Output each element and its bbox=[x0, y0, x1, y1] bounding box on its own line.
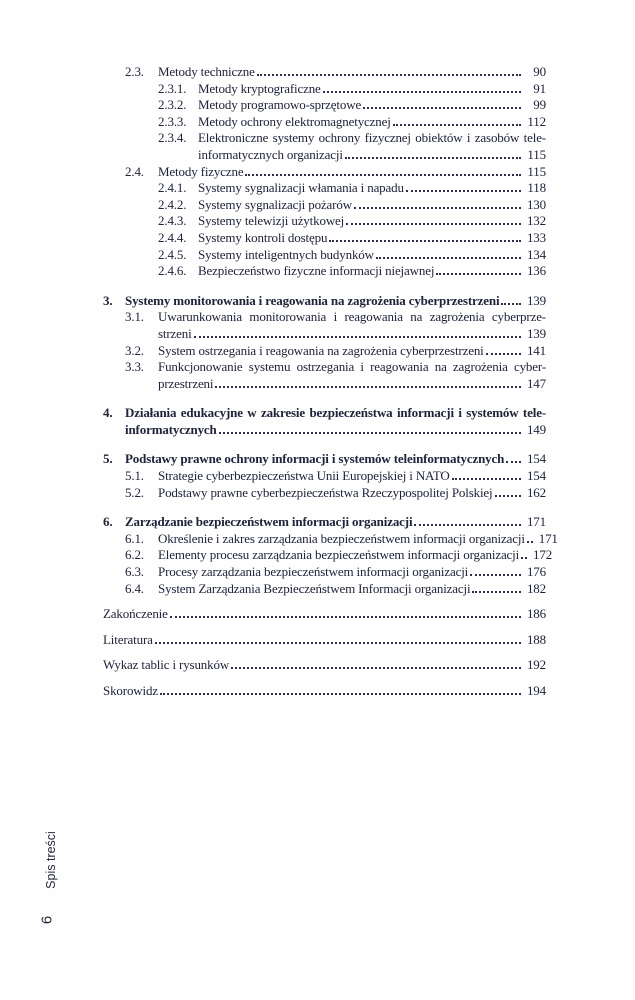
dot-leader bbox=[414, 524, 521, 526]
toc-entry-line bbox=[198, 147, 546, 164]
toc-entry-page: 136 bbox=[526, 263, 546, 279]
table-of-contents bbox=[103, 64, 558, 700]
toc-entry-line bbox=[158, 343, 546, 360]
toc-entry-body bbox=[103, 683, 546, 700]
toc-entry bbox=[103, 530, 558, 548]
dot-leader bbox=[215, 386, 521, 388]
toc-entry-page: 141 bbox=[526, 342, 546, 358]
toc-entry-title: Metody ochrony elektromagnetycznej bbox=[198, 113, 391, 129]
toc-entry bbox=[103, 114, 546, 131]
toc-entry bbox=[103, 451, 546, 468]
dot-leader bbox=[436, 273, 521, 275]
toc-entry-number: 5.2. bbox=[125, 484, 144, 500]
toc-entry-title: informatycznych bbox=[125, 421, 217, 437]
page-number-folio: 6 bbox=[38, 915, 56, 925]
toc-entry-title: Podstawy prawne cyberbezpieczeństwa Rzeczypospolitej Polskiej bbox=[158, 484, 493, 500]
toc-entry bbox=[103, 581, 546, 598]
toc-entry-line bbox=[198, 97, 546, 114]
toc-entry bbox=[103, 130, 546, 163]
dot-leader bbox=[495, 495, 521, 497]
toc-entry bbox=[103, 180, 546, 197]
toc-entry-title: Elementy procesu zarządzania bezpieczeństwem informacji organizacji bbox=[158, 547, 520, 563]
toc-entry-page: 172 bbox=[533, 547, 553, 563]
toc-entry-body bbox=[103, 632, 546, 649]
toc-entry-number: 2.3.1. bbox=[158, 80, 187, 96]
dot-leader bbox=[323, 91, 521, 93]
toc-entry-number: 6.4. bbox=[125, 580, 144, 596]
toc-entry-number: 2.3.4. bbox=[158, 130, 187, 146]
toc-entry bbox=[103, 97, 546, 114]
toc-entry-body bbox=[198, 197, 546, 214]
toc-entry-title: Systemy kontroli dostępu bbox=[198, 229, 328, 245]
toc-entry bbox=[103, 197, 546, 214]
toc-entry-line bbox=[198, 180, 546, 197]
toc-entry-line bbox=[103, 657, 546, 674]
toc-entry-page: 115 bbox=[527, 146, 546, 162]
toc-entry-body bbox=[158, 564, 546, 581]
dot-leader bbox=[470, 574, 521, 576]
dot-leader bbox=[155, 642, 521, 644]
toc-entry-title: Literatura bbox=[103, 631, 153, 647]
toc-entry-page: 147 bbox=[526, 375, 546, 391]
toc-entry-body bbox=[198, 263, 546, 280]
toc-entry-number: 2.3.3. bbox=[158, 113, 187, 129]
toc-entry bbox=[103, 485, 546, 502]
toc-entry-title: Systemy sygnalizacji pożarów bbox=[198, 196, 352, 212]
dot-leader bbox=[376, 257, 521, 259]
toc-entry-page: 188 bbox=[526, 631, 546, 647]
toc-entry bbox=[103, 632, 546, 649]
dot-leader bbox=[501, 303, 521, 305]
toc-entry-body bbox=[103, 657, 546, 674]
toc-entry bbox=[103, 293, 546, 310]
toc-entry-number: 2.4.2. bbox=[158, 196, 187, 212]
toc-entry-title: Strategie cyberbezpieczeństwa Unii Europejskiej i NATO bbox=[158, 468, 450, 484]
dot-leader bbox=[245, 174, 521, 176]
toc-entry-body bbox=[158, 485, 546, 502]
toc-entry-body bbox=[198, 114, 546, 131]
toc-entry-number: 2.4.1. bbox=[158, 180, 187, 196]
toc-entry-line bbox=[158, 581, 546, 598]
running-title-spis-tresci: Spis treści bbox=[44, 831, 58, 889]
toc-entry bbox=[103, 64, 546, 81]
toc-entry-number: 6.2. bbox=[125, 547, 144, 563]
toc-entry-line bbox=[103, 632, 546, 649]
toc-entry-page: 99 bbox=[533, 97, 546, 113]
toc-entry bbox=[103, 213, 546, 230]
toc-entry bbox=[103, 164, 546, 181]
toc-entry-body bbox=[198, 97, 546, 114]
dot-leader bbox=[160, 693, 521, 695]
toc-entry-number: 2.3.2. bbox=[158, 97, 187, 113]
toc-entry-body bbox=[198, 247, 546, 264]
toc-entry-page: 176 bbox=[526, 564, 546, 580]
toc-entry-title: Zakończenie bbox=[103, 606, 168, 622]
toc-entry-line bbox=[198, 213, 546, 230]
toc-entry-page: 192 bbox=[526, 657, 546, 673]
toc-entry-line bbox=[198, 114, 546, 131]
toc-entry-page: 182 bbox=[526, 580, 546, 596]
toc-entry-title: przestrzeni bbox=[158, 375, 214, 391]
toc-entry-number: 3.1. bbox=[125, 309, 144, 325]
toc-entry-number: 2.3. bbox=[125, 64, 144, 79]
toc-entry-line bbox=[158, 485, 546, 502]
toc-entry-line bbox=[198, 81, 546, 98]
toc-entry-line bbox=[158, 564, 546, 581]
toc-entry-line bbox=[198, 197, 546, 214]
toc-entry-body bbox=[198, 180, 546, 197]
toc-entry-number: 6.3. bbox=[125, 564, 144, 580]
toc-entry-number: 6. bbox=[103, 514, 113, 530]
toc-entry-line bbox=[198, 263, 546, 280]
dot-leader bbox=[345, 157, 521, 159]
toc-entry bbox=[103, 405, 546, 438]
toc-entry-body bbox=[158, 64, 546, 81]
toc-entry-wrapped-line: Działania edukacyjne w zakresie bezpieczeństwa informacji i systemów tele- bbox=[125, 405, 546, 421]
toc-entry-title: Bezpieczeństwo fizyczne informacji niejawnej bbox=[198, 263, 435, 279]
toc-entry-line bbox=[125, 451, 546, 468]
toc-entry-body bbox=[125, 293, 546, 310]
toc-entry-body bbox=[158, 359, 546, 392]
toc-entry-line bbox=[158, 164, 546, 181]
toc-entry-line bbox=[158, 64, 546, 81]
toc-entry-title: Systemy monitorowania i reagowania na zagrożenia cyberprzestrzeni bbox=[125, 292, 500, 308]
toc-entry-body bbox=[198, 230, 546, 247]
toc-entry-title: Systemy sygnalizacji włamania i napadu bbox=[198, 180, 404, 196]
toc-entry-line bbox=[158, 468, 546, 485]
toc-entry-number: 2.4. bbox=[125, 163, 144, 179]
toc-entry-body bbox=[158, 581, 546, 598]
toc-entry-body bbox=[198, 81, 546, 98]
toc-entry-body bbox=[158, 309, 546, 342]
toc-entry-page: 154 bbox=[526, 468, 546, 484]
toc-entry-page: 149 bbox=[526, 421, 546, 437]
toc-entry-title: Skorowidz bbox=[103, 683, 158, 698]
toc-entry bbox=[103, 547, 553, 564]
dot-leader bbox=[472, 591, 521, 593]
dot-leader bbox=[527, 541, 533, 543]
toc-entry-title: System ostrzegania i reagowania na zagrożenia cyberprzestrzeni bbox=[158, 342, 484, 358]
toc-entry-number: 6.1. bbox=[125, 530, 144, 546]
toc-entry-title: informatycznych organizacji bbox=[198, 146, 343, 162]
dot-leader bbox=[170, 616, 521, 618]
dot-leader bbox=[406, 190, 521, 192]
toc-entry-page: 171 bbox=[526, 514, 546, 530]
toc-entry-title: Systemy telewizji użytkowej bbox=[198, 213, 345, 229]
dot-leader bbox=[393, 124, 521, 126]
toc-entry-page: 130 bbox=[526, 196, 546, 212]
toc-entry-line bbox=[158, 530, 558, 548]
toc-entry bbox=[103, 514, 546, 531]
toc-entry-number: 5.1. bbox=[125, 468, 144, 484]
toc-entry-page: 132 bbox=[526, 213, 546, 229]
toc-entry-line bbox=[103, 606, 546, 623]
toc-entry-body bbox=[158, 164, 546, 181]
dot-leader bbox=[219, 432, 521, 434]
toc-entry bbox=[103, 468, 546, 485]
toc-entry bbox=[103, 359, 546, 392]
toc-entry-number: 3.3. bbox=[125, 359, 144, 375]
toc-entry-body bbox=[125, 514, 546, 531]
toc-entry-body bbox=[158, 530, 558, 548]
toc-entry-page: 115 bbox=[527, 163, 546, 179]
toc-entry-page: 139 bbox=[526, 325, 546, 341]
dot-leader bbox=[329, 240, 521, 242]
toc-entry-title: Systemy inteligentnych budynków bbox=[198, 246, 374, 262]
toc-entry-page: 134 bbox=[526, 246, 546, 262]
dot-leader bbox=[231, 667, 521, 669]
toc-entry-title: System Zarządzania Bezpieczeństwem Informacji organizacji bbox=[158, 580, 471, 596]
dot-leader bbox=[354, 207, 521, 209]
toc-entry bbox=[103, 230, 546, 247]
toc-entry bbox=[103, 343, 546, 360]
toc-entry-line bbox=[158, 376, 546, 393]
toc-entry-wrapped-line: Elektroniczne systemy ochrony fizycznej obiektów i zasobów tele- bbox=[198, 130, 546, 146]
toc-entry bbox=[103, 81, 546, 98]
toc-entry-body bbox=[158, 343, 546, 360]
toc-entry bbox=[103, 263, 546, 280]
toc-entry-wrapped-line: Uwarunkowania monitorowania i reagowania na zagrożenia cyberprze- bbox=[158, 309, 546, 325]
toc-entry-body bbox=[125, 405, 546, 438]
toc-entry-page: 194 bbox=[526, 683, 546, 698]
toc-entry-number: 2.4.5. bbox=[158, 246, 187, 262]
toc-entry-title: Określenie i zakres zarządzania bezpieczeństwem informacji organizacji bbox=[158, 530, 525, 546]
toc-entry bbox=[103, 309, 546, 342]
toc-entry-title: Metody techniczne bbox=[158, 64, 255, 79]
toc-entry-line bbox=[198, 230, 546, 247]
dot-leader bbox=[346, 223, 521, 225]
dot-leader bbox=[486, 353, 521, 355]
toc-entry-number: 5. bbox=[103, 451, 113, 467]
toc-entry-body bbox=[125, 451, 546, 468]
toc-entry-page: 154 bbox=[526, 451, 546, 467]
toc-entry-line bbox=[125, 293, 546, 310]
toc-entry-number: 3. bbox=[103, 292, 113, 308]
toc-entry-line bbox=[198, 247, 546, 264]
toc-entry bbox=[103, 606, 546, 623]
toc-entry bbox=[103, 247, 546, 264]
toc-entry-number: 2.4.4. bbox=[158, 229, 187, 245]
toc-entry-title: Zarządzanie bezpieczeństwem informacji organizacji bbox=[125, 514, 413, 530]
toc-entry-title: Metody fizyczne bbox=[158, 163, 244, 179]
toc-entry-page: 186 bbox=[526, 606, 546, 622]
dot-leader bbox=[506, 461, 521, 463]
toc-entry-page: 171 bbox=[538, 530, 558, 546]
toc-entry-title: Wykaz tablic i rysunków bbox=[103, 657, 230, 673]
dot-leader bbox=[194, 336, 521, 338]
dot-leader bbox=[452, 478, 521, 480]
toc-entry-line bbox=[158, 547, 553, 564]
toc-entry-number: 3.2. bbox=[125, 342, 144, 358]
toc-entry-page: 91 bbox=[533, 80, 546, 96]
toc-entry-page: 139 bbox=[526, 292, 546, 308]
toc-entry-wrapped-line: Funkcjonowanie systemu ostrzegania i reagowania na zagrożenia cyber- bbox=[158, 359, 546, 375]
toc-entry-number: 2.4.6. bbox=[158, 263, 187, 279]
toc-entry-line bbox=[103, 683, 546, 700]
toc-entry-title: Procesy zarządzania bezpieczeństwem informacji organizacji bbox=[158, 564, 469, 580]
toc-entry-body bbox=[198, 213, 546, 230]
toc-entry bbox=[103, 657, 546, 674]
toc-entry-title: Metody kryptograficzne bbox=[198, 80, 321, 96]
toc-entry-number: 2.4.3. bbox=[158, 213, 187, 229]
toc-entry-body bbox=[103, 606, 546, 623]
toc-entry bbox=[103, 683, 546, 700]
toc-entry-page: 133 bbox=[526, 229, 546, 245]
dot-leader bbox=[257, 74, 521, 76]
dot-leader bbox=[521, 557, 527, 559]
dot-leader bbox=[363, 107, 521, 109]
toc-entry-line bbox=[125, 422, 546, 439]
toc-entry-title: Podstawy prawne ochrony informacji i systemów teleinformatycznych bbox=[125, 451, 505, 467]
toc-entry-page: 162 bbox=[526, 484, 546, 500]
toc-entry-body bbox=[198, 130, 546, 163]
toc-entry-number: 4. bbox=[103, 405, 113, 421]
toc-entry-page: 118 bbox=[527, 180, 546, 196]
toc-entry-body bbox=[158, 547, 553, 564]
toc-entry-page: 112 bbox=[527, 113, 546, 129]
toc-entry-body bbox=[158, 468, 546, 485]
toc-entry-line bbox=[158, 326, 546, 343]
toc-entry-page: 90 bbox=[533, 64, 546, 79]
toc-entry bbox=[103, 564, 546, 581]
toc-entry-title: strzeni bbox=[158, 325, 192, 341]
toc-entry-line bbox=[125, 514, 546, 531]
toc-entry-title: Metody programowo-sprzętowe bbox=[198, 97, 362, 113]
